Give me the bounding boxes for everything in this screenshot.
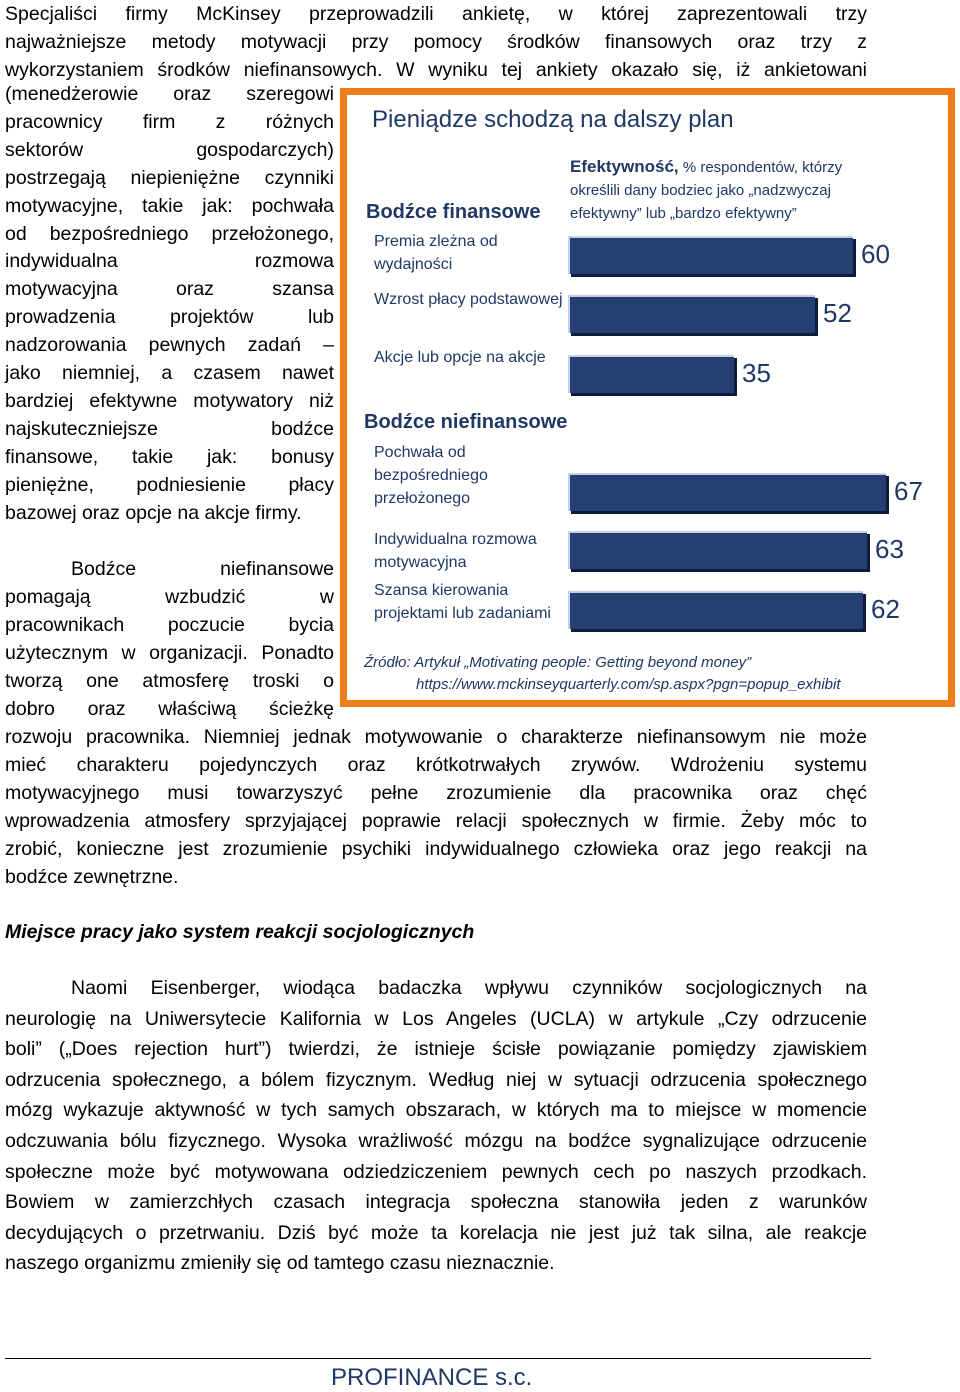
text-line: Bowiem w zamierzchłych czasach integracja społeczna stanowiła jeden z warunków [5,1191,867,1214]
text-line: bardziej efektywne motywatory niż [5,389,334,412]
text-line: motywacyjna oraz szansa [5,278,334,301]
group-label-nonfinancial: Bodźce niefinansowe [364,411,568,433]
text-line: wprowadzenia atmosfery sprzyjającej poprawie relacji społecznych w firmie. Żeby móc to [5,810,867,832]
bar-value-label: 35 [742,358,771,388]
text-line: prowadzenia projektów lub [5,306,334,329]
text-line: mózg wykazuje aktywność w tych samych obszarach, w których ma to miejsce w momencie [5,1099,867,1122]
text-line: indywidualna rozmowa [5,250,334,273]
text-line: bodźce zewnętrzne. [5,866,179,888]
chart-subtitle [570,155,890,225]
text-line: odczuwania bólu fizycznego. Wysoka wrażliwość mózgu na bodźce sygnalizujące odrzucenie [5,1130,867,1152]
text-line: motywacyjnego musi towarzyszyć pełne zrozumienie dla pracownika oraz chęć [5,782,867,804]
text-line: sektorów gospodarczych) [5,138,334,161]
footer-divider [5,1358,871,1359]
text-line: najważniejsze metody motywacji przy pomocy środków finansowych oraz trzy z [5,31,867,53]
text-line: naszego organizmu zmieniły się od tamtego czasu nieznacznie. [5,1252,555,1275]
text-line: boli” („Does rejection hurt”) twierdzi, że istnieje ścisłe powiązanie pomiędzy zjawiskiem [5,1038,867,1061]
bar [568,236,853,274]
text-line: Bodźce niefinansowe [71,558,334,580]
category-label: Pochwała od bezpośredniego przełożonego [374,444,488,507]
bar-value-label: 60 [861,239,890,269]
text-line: mieć charakteru pojedynczych oraz krótkotrwałych zrywów. Wdrożeniu systemu [5,754,867,776]
text-line: bazowej oraz opcje na akcje firmy. [5,501,302,524]
chart-title: Pieniądze schodzą na dalszy plan [372,106,734,133]
text-line: użytecznym w organizacji. Ponadto [5,642,334,664]
text-line: tworzą one atmosferę troski o [5,670,334,692]
text-line: neurologię na Uniwersytecie Kalifornia w Los Angeles (UCLA) w artykule „Czy odrzucenie [5,1007,867,1030]
chart-source-url: https://www.mckinseyquarterly.com/sp.aspx?pgn=popup_exhibit [416,676,841,693]
subtitle-bold: Efektywność, [570,157,679,176]
bar [568,355,734,393]
bar [568,473,886,511]
text-line: postrzegają niepieniężne czynniki [5,166,334,189]
category-label: Akcje lub opcje na akcje [374,349,546,366]
section-heading: Miejsce pracy jako system reakcji socjologicznych [5,921,475,943]
bar-value-label: 63 [875,534,904,564]
text-line: pieniężne, podniesienie płacy [5,473,334,496]
text-line: (menedżerowie oraz szeregowi [5,83,334,105]
category-label: Szansa kierowania projektami lub zadaniami [374,582,551,622]
text-line: motywacyjne, takie jak: pochwała [5,194,334,217]
text-line: zrobić, konieczne jest zrozumienie psychiki indywidualnego człowieka oraz jego reakcji na [5,838,867,860]
text-line: finansowe, takie jak: bonusy [5,445,334,468]
text-line: Specjaliści firmy McKinsey przeprowadzili ankietę, w której zaprezentowali trzy [5,3,867,25]
bar-value-label: 52 [823,298,852,328]
text-line: jako niemniej, a czasem nawet [5,362,334,384]
text-line: Naomi Eisenberger, wiodąca badaczka wpływu czynników socjologicznych na [71,977,867,999]
footer-company: PROFINANCE s.c. [331,1364,533,1391]
text-line: decydujących o przetrwaniu. Dziś być może ta korelacja nie jest już tak silna, ale reakcje [5,1221,867,1244]
category-label: Premia zleżna od wydajności [374,233,498,273]
bar [568,531,867,569]
text-line: rozwoju pracownika. Niemniej jednak motywowanie o charakterze niefinansowym nie może [5,726,867,748]
text-line: pomagają wzbudzić w [5,586,334,608]
group-label-financial: Bodźce finansowe [366,201,541,223]
text-line: odrzucenia społecznego, a bólem fizycznym. Według niej w sytuacji odrzucenia społecznego [5,1068,867,1091]
text-line: wykorzystaniem środków niefinansowych. W wyniku tej ankiety okazało się, iż ankietowani [5,59,867,81]
bar-value-label: 67 [894,476,923,506]
text-line: nadzorowania pewnych zadań – [5,334,334,357]
bar [568,591,863,629]
text-line: dobro oraz właściwą ścieżkę [5,698,334,720]
text-line: społeczne może być motywowana odziedziczeniem pewnych cech po naszych przodkach. [5,1160,867,1183]
subtitle-rest: % respondentów, którzy określili dany bodziec jako „nadzwyczaj efektywny” lub „bardzo efektywny” [570,159,843,222]
chart-source: Źródło: Artykuł „Motivating people: Getting beyond money” [364,654,752,671]
text-line: od bezpośredniego przełożonego, [5,222,334,245]
text-line: pracownikach poczucie bycia [5,614,334,636]
text-line: pracownicy firm z różnych [5,110,334,133]
category-label: Indywidualna rozmowa motywacyjna [374,531,537,571]
text-line: najskuteczniejsze bodźce [5,417,334,440]
bar [568,295,815,333]
bar-value-label: 62 [871,594,900,624]
category-label: Wzrost płacy podstawowej [374,291,563,308]
